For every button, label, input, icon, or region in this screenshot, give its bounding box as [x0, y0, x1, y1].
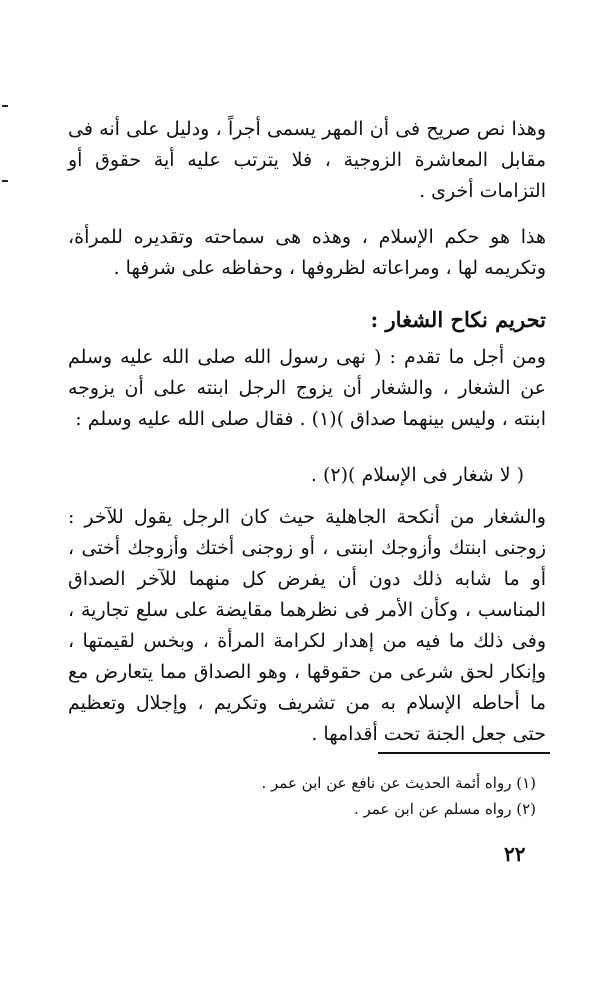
- margin-mark: [2, 180, 8, 182]
- hadith-quote: ( لا شغار فى الإسلام )(٢) .: [310, 464, 524, 486]
- paragraph-mahr: وهذا نص صريح فى أن المهر يسمى أجراً ، ودليل على أنه فى مقابل المعاشرة الزوجية ، فلا يترتب عليه أية حقوق أو التزامات أخرى .: [68, 118, 546, 202]
- footnotes: [261, 770, 536, 822]
- margin-mark: [2, 105, 8, 107]
- footnote-divider: [378, 752, 550, 754]
- page-number: ٢٢: [504, 842, 526, 866]
- paragraph-hadith: ومن أجل ما تقدم : ( نهى رسول الله صلى الله عليه وسلم عن الشغار ، والشغار أن يزوج الرجل ابنته على أن يزوجه ابنته ، وليس بينهما صداق )(١) . فقال صلى الله عليه وسلم :: [68, 346, 546, 430]
- footnote-1: (١) رواه أئمة الحديث عن نافع عن ابن عمر .: [261, 774, 536, 792]
- paragraph-islam-ruling: هذا هو حكم الإسلام ، وهذه هى سماحته وتقديره للمرأة، وتكريمه لها ، ومراعاته لظروفها ، وحفاظه على شرفها .: [68, 226, 546, 279]
- footnote-2: (٢) رواه مسلم عن ابن عمر .: [353, 800, 536, 818]
- paragraph-shighar-explanation: والشغار من أنكحة الجاهلية حيث كان الرجل يقول للآخر : زوجنى ابنتك وأزوجك ابنتى ، أو زوجنى أختك وأزوجك أختى ، أو ما شابه ذلك دون أن يفرض كل منهما للآخر الصداق المناسب ، وكأن الأمر فى نظرهما مقايضة على سلع تجارية ، وفى ذلك ما فيه من إهدار لكرامة المرأة ، وبخس لقيمتها ، وإنكار لحق شرعى من حقوقها ، وهو الصداق مما يتعارض مع ما أحاطه الإسلام به من تشريف وتكريم ، وإجلال وتعظيم حتى جعل الجنة تحت أقدامها .: [68, 506, 546, 745]
- section-heading: تحريم نكاح الشغار :: [370, 307, 546, 332]
